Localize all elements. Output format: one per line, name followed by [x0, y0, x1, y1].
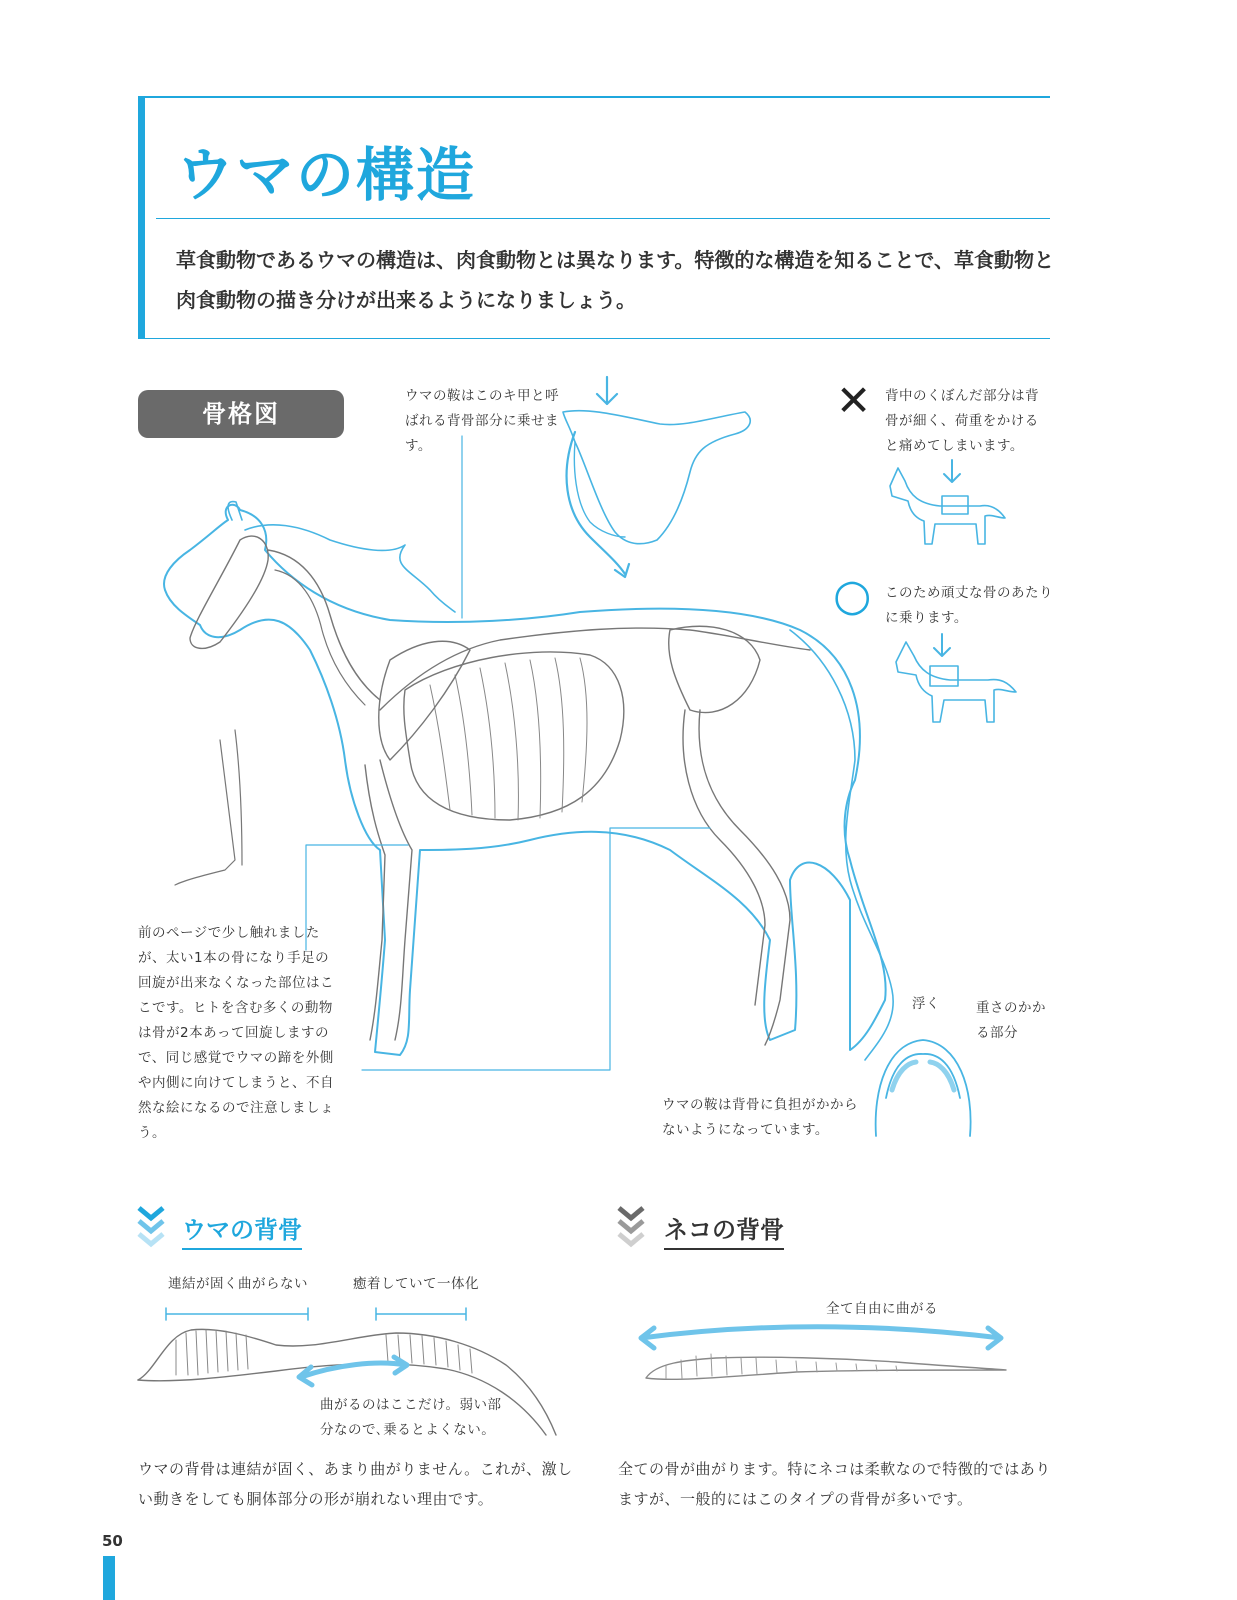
- down-arrow-icon: [944, 460, 960, 482]
- cat-spine-outline: [646, 1357, 1006, 1379]
- chevron-down-icon: [136, 1205, 166, 1249]
- down-arrow-icon: [597, 377, 617, 404]
- horse-tail: [790, 630, 893, 1060]
- title-top-rule: [138, 96, 1050, 98]
- ribs: [430, 658, 587, 820]
- horse-spine-title: ウマの背骨: [182, 1210, 302, 1250]
- horse-spine-body: ウマの背骨は連結が固く、あまり曲がりません。これが、激しい動きをしても胴体部分の形が崩れない理由です。: [138, 1460, 573, 1508]
- saddle-mark-bad: [942, 496, 968, 514]
- curve-arrow-icon: [567, 432, 629, 577]
- bad-example-note: 背中のくぼんだ部分は背骨が細く、荷重をかけると痛めてしまいます。: [885, 388, 1039, 454]
- leg-note: 前のページで少し触れましたが、太い1本の骨になり手足の回旋が出来なくなった部位はここです。ヒトを含む多くの動物は骨が2本あって回旋しますので、同じ感覚でウマの蹄を外側や内側に向けてしまうと、不自然な絵になるので注意しましょう。: [138, 925, 334, 1141]
- lower-leg-detail: [175, 730, 242, 885]
- front-leg-bones: [365, 760, 412, 1040]
- bend-note: 曲がるのはここだけ。弱い部分なので､乗るとよくない。: [320, 1397, 502, 1438]
- float-label: 浮く: [912, 996, 940, 1012]
- down-arrow-icon: [934, 634, 950, 656]
- horse-good-saddle-sketch: [888, 630, 1028, 735]
- double-arrow-icon: [299, 1357, 407, 1385]
- good-example-note: このため頑丈な骨のあたりに乗ります。: [885, 585, 1053, 626]
- double-arrow-icon: [641, 1327, 1001, 1348]
- saddle-illustration: [545, 372, 780, 587]
- horse-bad-saddle-sketch: [880, 456, 1020, 556]
- skull: [190, 536, 268, 648]
- page-number: 50: [102, 1532, 123, 1550]
- intro-text: 草食動物であるウマの構造は、肉食動物とは異なります。特徴的な構造を知ることで、草食動物と肉食動物の描き分けが出来るようになりましょう。: [176, 248, 1054, 312]
- weight-label: 重さのかかる部分: [976, 1000, 1046, 1041]
- saddle-design-note: ウマの鞍は背骨に負担がかからないようになっています。: [662, 1097, 858, 1138]
- horse-mane: [245, 525, 455, 612]
- skeleton-badge: 骨格図: [138, 390, 344, 438]
- ribcage: [404, 652, 624, 820]
- title-divider: [156, 218, 1050, 219]
- cat-spine-body: 全ての骨が曲がります。特にネコは柔軟なので特徴的ではありますが、一般的にはこのタイプの背骨が多いです。: [618, 1460, 1051, 1508]
- page-title: ウマの構造: [176, 141, 477, 209]
- scapula: [379, 641, 470, 760]
- rigid-label: 連結が固く曲がらない: [168, 1276, 308, 1292]
- saddle-cross-section: [868, 1018, 978, 1138]
- title-accent-bar: [138, 96, 145, 339]
- free-bend-label: 全て自由に曲がる: [826, 1301, 938, 1317]
- chevron-down-icon: [616, 1205, 646, 1249]
- fused-label: 癒着していて一体化: [353, 1276, 479, 1292]
- weight-pads: [892, 1062, 954, 1090]
- page-accent-bar: [103, 1556, 115, 1600]
- circle-mark-icon: ○: [833, 570, 872, 621]
- cat-spine-title: ネコの背骨: [664, 1210, 784, 1250]
- saddle-note: ウマの鞍はこのキ甲と呼ばれる背骨部分に乗せます。: [405, 388, 559, 454]
- hoof-leader-line: [362, 828, 710, 1070]
- cross-mark-icon: ✕: [836, 376, 872, 425]
- cat-spine-illustration: [636, 1318, 1016, 1398]
- fused-bracket: [376, 1308, 466, 1320]
- title-bottom-rule: [138, 338, 1050, 339]
- rear-leg-bones: [683, 710, 790, 1045]
- rigid-bracket: [166, 1308, 308, 1320]
